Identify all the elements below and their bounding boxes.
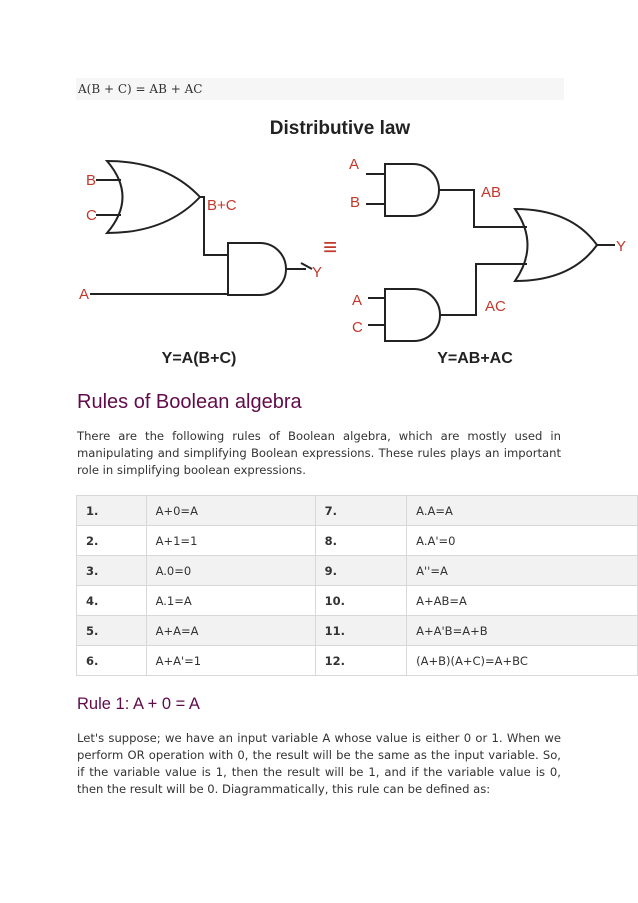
rule-expression: A+AB=A [407, 586, 638, 616]
equation-left: Y=A(B+C) [161, 350, 237, 367]
label-b-right: B [350, 194, 361, 211]
label-ac-wire: AC [485, 298, 506, 315]
code-expression: A(B + C) = AB + AC [76, 78, 564, 100]
rule-expression: A.A=A [407, 496, 638, 526]
rule-expression: A+A'B=A+B [407, 616, 638, 646]
rule-expression: A+A'=1 [146, 646, 315, 676]
rule-expression: A''=A [407, 556, 638, 586]
rule-number: 2. [77, 526, 147, 556]
rule-expression: A.A'=0 [407, 526, 638, 556]
distributive-law-diagram [0, 108, 638, 378]
table-row [77, 586, 638, 616]
rule-number: 11. [315, 616, 406, 646]
rule-expression: A.0=0 [146, 556, 315, 586]
label-c-left: C [86, 207, 97, 224]
table-row [77, 526, 638, 556]
rule-expression: A+A=A [146, 616, 315, 646]
rule-number: 6. [77, 646, 147, 676]
rule-number: 8. [315, 526, 406, 556]
label-a-left: A [79, 286, 90, 303]
rule-number: 4. [77, 586, 147, 616]
label-bc-wire: B+C [207, 197, 237, 214]
rule-number: 12. [315, 646, 406, 676]
rule-number: 3. [77, 556, 147, 586]
table-row [77, 616, 638, 646]
label-b-left: B [86, 172, 97, 189]
rule1-paragraph: Let's suppose; we have an input variable A whose value is either 0 or 1. When we perform OR operation with 0, the result will be the same as the input variable. So, if the variable value is 1, then the result will be 1, and if the variable value is 0, then the result will be 0. Diagrammatically, this rule can be defined as: [77, 731, 561, 796]
label-ab-wire: AB [481, 184, 502, 201]
equation-right: Y=AB+AC [437, 350, 513, 367]
label-a-right-bottom: A [352, 292, 363, 309]
rule-expression: A+0=A [146, 496, 315, 526]
rule-number: 1. [77, 496, 147, 526]
rules-heading: Rules of Boolean algebra [77, 391, 302, 413]
rules-table [76, 495, 638, 676]
label-c-right: C [352, 319, 363, 336]
rule1-heading: Rule 1: A + 0 = A [77, 695, 200, 713]
label-y-right: Y [616, 238, 627, 255]
rule-number: 5. [77, 616, 147, 646]
rule-number: 9. [315, 556, 406, 586]
table-row [77, 646, 638, 676]
diagram-title: Distributive law [269, 118, 411, 139]
table-row [77, 556, 638, 586]
intro-paragraph: There are the following rules of Boolean algebra, which are mostly used in manipulating and simplifying Boolean expressions. These rules plays an important role in simplifying boolean expressions. [77, 429, 561, 477]
rule-expression: A+1=1 [146, 526, 315, 556]
label-a-right-top: A [349, 156, 360, 173]
rule-number: 7. [315, 496, 406, 526]
rule-expression: A.1=A [146, 586, 315, 616]
equivalence-symbol: ≡ [322, 234, 338, 261]
rule-expression: (A+B)(A+C)=A+BC [407, 646, 638, 676]
table-row [77, 496, 638, 526]
label-y-left: Y [312, 264, 323, 281]
rule-number: 10. [315, 586, 406, 616]
